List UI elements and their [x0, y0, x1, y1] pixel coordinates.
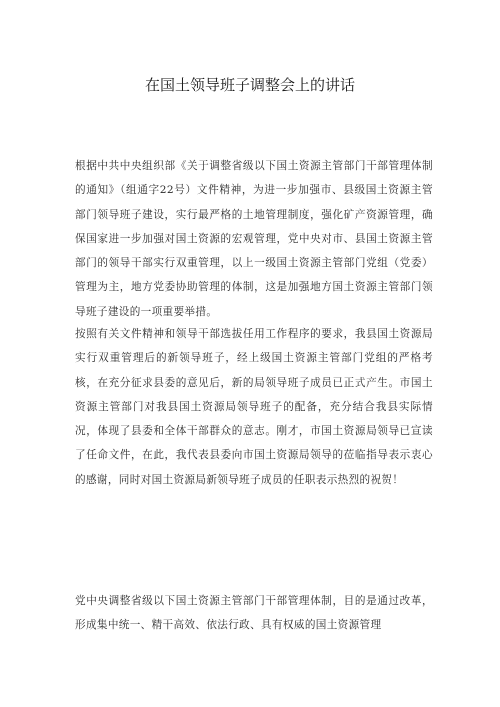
- paragraph-3: 党中央调整省级以下国土资源主管部门干部管理体制，目的是通过改革，形成集中统一、精干高效、依法行政、具有权威的国土资源管理: [75, 595, 433, 632]
- paragraph-2: 按照有关文件精神和领导干部选拔任用工作程序的要求，我县国土资源局实行双重管理后的新领导班子，经上级国土资源主管部门党组的严格考核，在充分征求县委的意见后，新的局领导班子成员已正式产生。市国土资源主管部门对我县国土资源局领导班子的配备，充分结合我县实际情况，体现了县委和全体干部群众的意志。刚才，市国土资源局领导已宣读了任命文件，在此，我代表县委向市国土资源局领导的莅临指导表示衷心的感谢，同时对国土资源局新领导班子成员的任职表示热烈的祝贺！: [75, 328, 433, 486]
- paragraph-1: 根据中共中央组织部《关于调整省级以下国土资源主管部门干部管理体制的通知》（组通字22号）文件精神，为进一步加强市、县级国土资源主管部门领导班子建设，实行最严格的土地管理制度，强化矿产资源管理，确保国家进一步加强对国土资源的宏观管理，党中央对市、县国土资源主管部门的领导干部实行双重管理，以上一级国土资源主管部门党组（党委）管理为主，地方党委协助管理的体制，这是加强地方国土资源主管部门领导班子建设的一项重要举措。: [75, 160, 433, 318]
- document-title: 在国土领导班子调整会上的讲话: [144, 76, 355, 94]
